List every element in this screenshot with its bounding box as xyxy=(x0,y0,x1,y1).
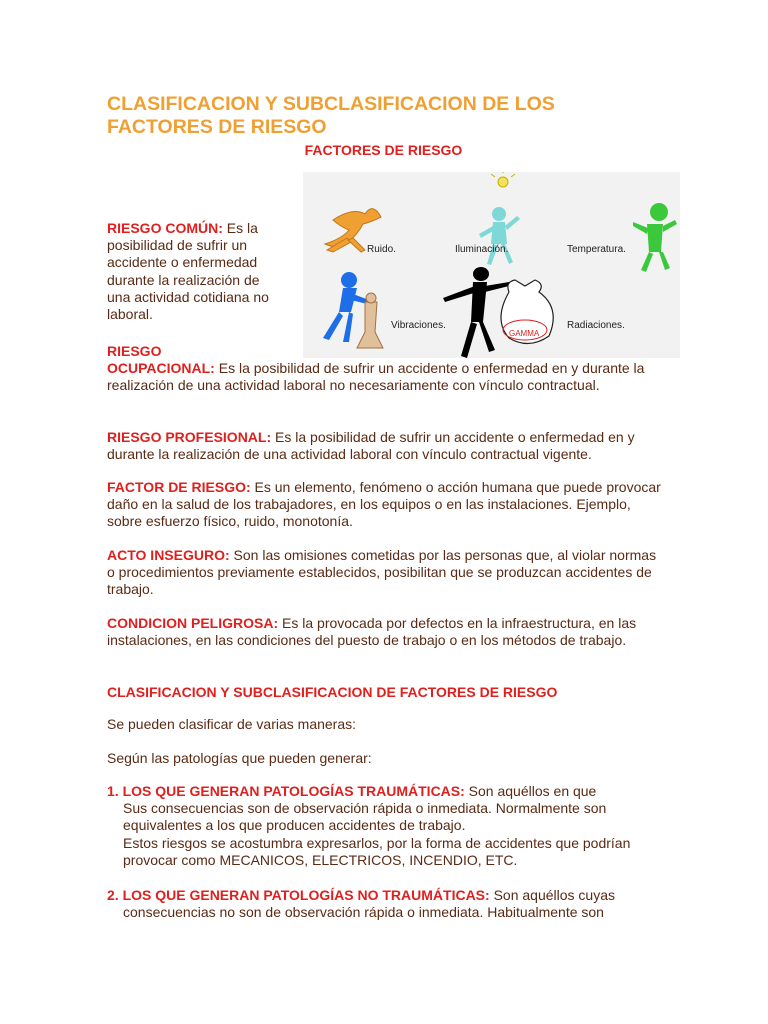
vibration-figure-icon xyxy=(323,272,383,348)
intro-paragraph-2: Según las patologías que pueden generar: xyxy=(107,750,372,766)
label-radiaciones: Radiaciones. xyxy=(567,320,625,331)
riesgo-ocupacional-paragraph xyxy=(107,343,663,395)
riesgo-ocupacional-label-line2: OCUPACIONAL: xyxy=(107,360,215,377)
acto-inseguro-paragraph xyxy=(107,547,663,599)
document-title: CLASIFICACION Y SUBCLASIFICACION DE LOS FACTORES DE RIESGO xyxy=(107,93,555,138)
label-ruido: Ruido. xyxy=(367,244,396,255)
risk-factors-illustration xyxy=(303,172,680,358)
intro-paragraph-1: Se pueden clasificar de varias maneras: xyxy=(107,716,357,732)
condicion-peligrosa-label: CONDICION PELIGROSA: xyxy=(107,615,279,631)
factor-riesgo-label: FACTOR DE RIESGO: xyxy=(107,479,251,495)
label-gamma: GAMMA xyxy=(509,329,540,338)
list-item-2 xyxy=(107,887,663,921)
acto-inseguro-text: Son las omisiones cometidas por las personas que, al violar normas o procedimientos previamente establecidos, posibilitan que se produzcan accidentes de trabajo. xyxy=(107,547,657,598)
label-iluminacion: Iluminación. xyxy=(455,244,509,255)
label-temperatura: Temperatura. xyxy=(567,244,626,255)
temperature-figure-icon xyxy=(633,203,677,272)
list-item-2-text: Son aquéllos cuyas xyxy=(489,887,615,903)
condicion-peligrosa-paragraph xyxy=(107,615,663,649)
acto-inseguro-label: ACTO INSEGURO: xyxy=(107,547,230,563)
clasificacion-heading: CLASIFICACION Y SUBCLASIFICACION DE FACTORES DE RIESGO xyxy=(107,684,558,700)
riesgo-comun-paragraph xyxy=(107,220,285,323)
list-item-1-label: 1. LOS QUE GENERAN PATOLOGÍAS TRAUMÁTICAS: xyxy=(107,783,465,799)
riesgo-profesional-paragraph xyxy=(107,429,663,463)
riesgo-comun-text: Es la posibilidad de sufrir un accidente o enfermedad durante la realización de una actividad cotidiana no laboral. xyxy=(107,220,269,323)
list-item-1-line3: Estos riesgos se acostumbra expresarlos, por la forma de accidentes que podrían provocar como MECANICOS, ELECTRICOS, INCENDIO, ETC. xyxy=(123,834,631,868)
condicion-peligrosa-text: Es la provocada por defectos en la infraestructura, en las instalaciones, en las condiciones del puesto de trabajo o en los métodos de trabajo. xyxy=(107,615,637,649)
list-item-1-text: Son aquéllos en que xyxy=(464,783,597,799)
factor-riesgo-paragraph xyxy=(107,479,663,531)
list-item-2-line2: consecuencias no son de observación rápida o inmediata. Habitualmente son xyxy=(123,904,604,921)
riesgo-profesional-text: Es la posibilidad de sufrir un accidente o enfermedad en y durante la realización de una actividad laboral con vínculo contractual vigente. xyxy=(107,429,635,463)
list-item-2-label: 2. LOS QUE GENERAN PATOLOGÍAS NO TRAUMÁTICAS: xyxy=(107,887,490,903)
list-item-1-line2: Sus consecuencias son de observación rápida o inmediata. Normalmente son equivalentes a los que producen accidentes de trabajo. xyxy=(123,800,607,834)
riesgo-profesional-label: RIESGO PROFESIONAL: xyxy=(107,429,272,445)
section-subtitle: FACTORES DE RIESGO xyxy=(304,142,463,158)
label-vibraciones: Vibraciones. xyxy=(391,320,446,331)
riesgo-comun-label: RIESGO COMÚN: xyxy=(107,220,223,236)
factor-riesgo-text: Es un elemento, fenómeno o acción humana que puede provocar daño en la salud de los trabajadores, en los equipos o en las instalaciones. Ejemplo, sobre esfuerzo físico, ruido, monotonía. xyxy=(107,479,661,530)
riesgo-ocupacional-label-line1: RIESGO xyxy=(107,343,162,359)
riesgo-ocupacional-text: Es la posibilidad de sufrir un accidente o enfermedad en y durante la realización de una actividad laboral no necesariamente con vínculo contractual. xyxy=(107,360,645,394)
list-item-1 xyxy=(107,783,663,869)
